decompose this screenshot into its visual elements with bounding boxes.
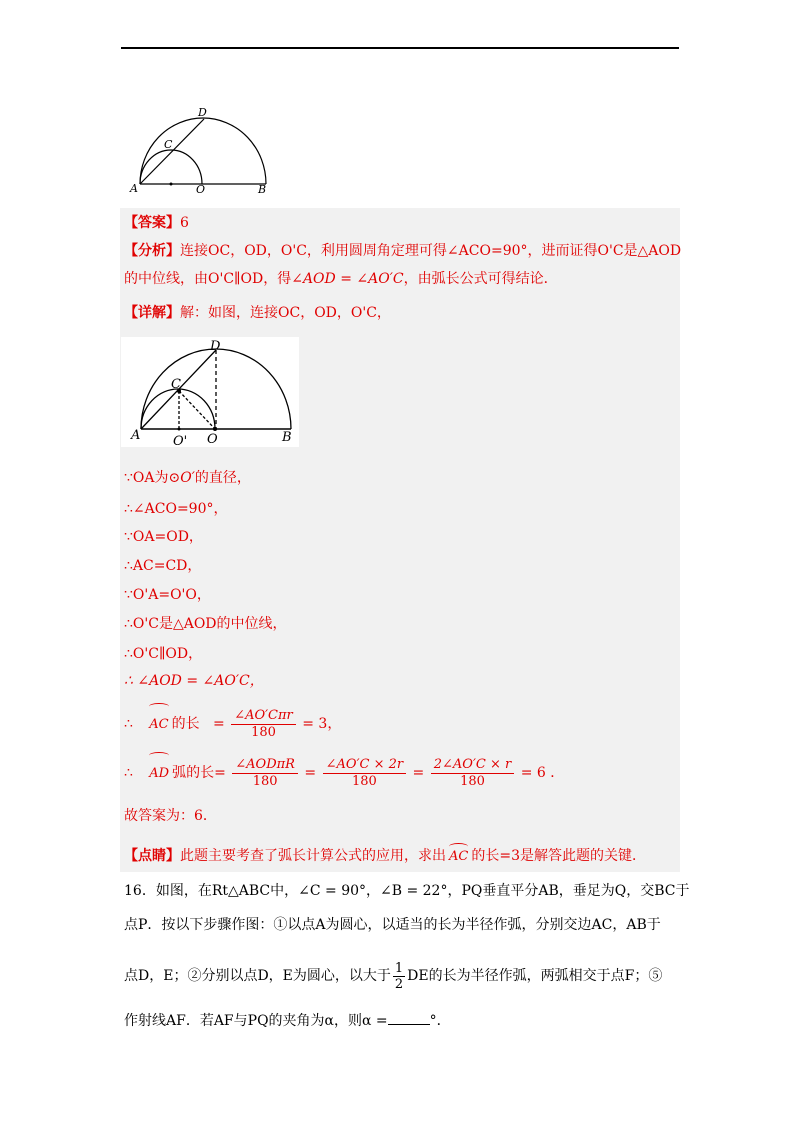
- fraction-half: $\frac{1}{2}$: [394, 960, 404, 992]
- detail-step-7: ∴O'C∥OD，: [124, 646, 203, 662]
- label-d: D: [198, 106, 207, 119]
- label-c: C: [171, 377, 181, 392]
- arc-ac-symbol: AC: [149, 702, 168, 743]
- label-a: A: [130, 182, 138, 195]
- analysis-line-2: 的中位线，由O'C∥OD，得∠AOD = ∠AO′C，由弧长公式可得结论．: [124, 271, 558, 287]
- question-16-line-4: 作射线AF．若AF与PQ的夹角为α，则α = °．: [124, 1010, 451, 1032]
- question-16-line-1: 16．如图，在Rt△ABC中，∠C = 90°，∠B = 22°，PQ垂直平分AB，垂足为Q，交BC于: [124, 883, 690, 899]
- detail-step-8: ∴ ∠AOD = ∠AO′C，: [124, 673, 264, 689]
- analysis-line-1: 【分析】连接OC，OD，O'C，利用圆周角定理可得∠ACO=90°，进而证得O'C是△AOD: [124, 243, 682, 259]
- detail-step-3: ∵OA=OD，: [124, 529, 203, 545]
- fraction: $\frac{\text{∠AO′Cπr}}{180}$: [231, 708, 296, 741]
- label-o: O: [207, 432, 218, 447]
- label-c: C: [164, 138, 173, 151]
- detail-step-6: ∴O'C是△AOD的中位线，: [124, 616, 287, 632]
- fraction: $\frac{2\angle AO'C \times r}{180}$: [431, 757, 514, 790]
- arc-ad-symbol: AD: [149, 751, 169, 792]
- figure-2: [121, 337, 299, 447]
- header-rule: [121, 47, 679, 49]
- figure-1: [128, 104, 278, 196]
- label-d: D: [210, 339, 221, 354]
- conclusion: 故答案为：6．: [124, 808, 217, 824]
- detail-step-9: ∴ AC 的长 = $\frac{\text{∠AO′Cπr}}{180}$ = 3，: [124, 702, 341, 743]
- detail-step-4: ∴AC=CD，: [124, 558, 202, 574]
- answer-blank[interactable]: [388, 1010, 430, 1025]
- fraction: $\frac{\angle AO'C \times 2r}{180}$: [323, 757, 406, 790]
- detail-step-2: ∴∠ACO=90°，: [124, 501, 228, 517]
- question-16-line-3: 点D，E；②分别以点D，E为圆心，以大于 $\frac{1}{2}$ DE的长为半径作弧，两弧相交于点F；⑤: [124, 960, 663, 992]
- question-16-line-2: 点P．按以下步骤作图：①以点A为圆心，以适当的长为半径作弧，分别交边AC，AB于: [124, 917, 661, 933]
- label-o: O: [196, 183, 206, 196]
- label-b: B: [258, 183, 267, 196]
- detail-intro: 【详解】解：如图，连接OC，OD，O'C，: [124, 305, 391, 321]
- label-o-prime: O': [173, 434, 188, 447]
- comment-line: 【点睛】此题主要考查了弧长计算公式的应用，求出 AC 的长=3是解答此题的关键．: [124, 842, 646, 867]
- detail-step-10: ∴ AD 弧的长= $\frac{\text{∠AODπR}}{180}$ = $\frac{\angle AO'C \times 2r}{180}$ = $\frac{2\angle AO'C \times r}{180}$ = 6 ．: [124, 751, 564, 792]
- detail-step-5: ∵O'A=O'O，: [124, 587, 211, 603]
- answer-line: 【答案】6: [124, 215, 189, 231]
- fraction: $\frac{\text{∠AODπR}}{180}$: [232, 757, 298, 790]
- label-a: A: [131, 428, 141, 443]
- label-b: B: [282, 430, 292, 445]
- arc-ac-symbol: AC: [449, 842, 468, 867]
- detail-step-1: ∵OA为⊙O′的直径，: [124, 470, 251, 486]
